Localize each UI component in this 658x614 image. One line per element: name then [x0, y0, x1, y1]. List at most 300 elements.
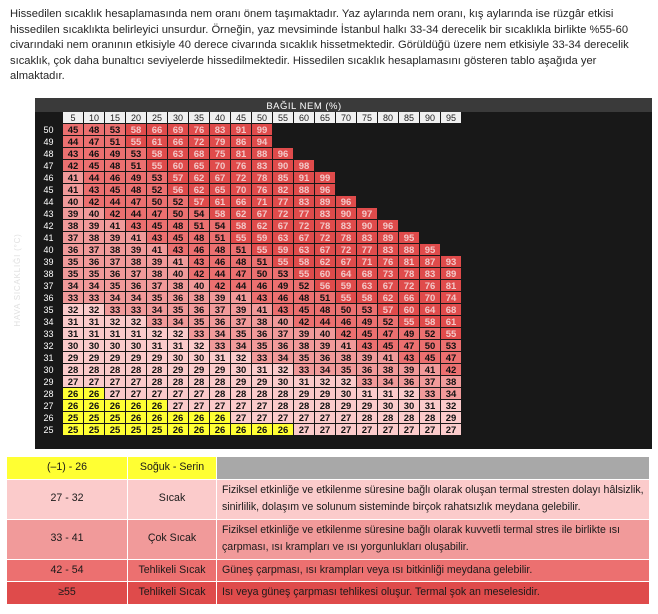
- heat-value: 29: [151, 353, 163, 364]
- heat-value: 35: [256, 341, 268, 352]
- temperature-label: 45: [43, 185, 54, 195]
- heat-value: 65: [193, 161, 205, 172]
- heat-value: 36: [403, 377, 415, 388]
- heat-value: 86: [235, 137, 247, 148]
- heat-value: 58: [130, 125, 142, 136]
- heat-value: 39: [298, 329, 310, 340]
- heat-value: 27: [235, 413, 247, 424]
- heat-value: 28: [151, 377, 163, 388]
- heat-value: 29: [340, 401, 352, 412]
- heat-value: 25: [151, 425, 163, 436]
- heat-value: 27: [235, 401, 247, 412]
- heat-value: 28: [403, 413, 415, 424]
- heat-value: 32: [193, 341, 205, 352]
- heat-value: 78: [403, 269, 415, 280]
- heat-value: 32: [130, 317, 142, 328]
- heat-value: 43: [88, 185, 100, 196]
- heat-value: 41: [382, 353, 394, 364]
- heat-value: 34: [109, 293, 121, 304]
- heat-value: 27: [256, 401, 268, 412]
- heat-value: 38: [382, 365, 394, 376]
- heat-value: 53: [277, 269, 289, 280]
- heat-value: 52: [382, 317, 394, 328]
- heat-value: 26: [172, 413, 184, 424]
- heat-value: 87: [424, 257, 436, 268]
- heat-value: 57: [193, 197, 205, 208]
- heat-value: 61: [445, 317, 457, 328]
- heat-value: 30: [277, 377, 289, 388]
- humidity-label: 60: [298, 113, 310, 123]
- heat-value: 55: [277, 257, 289, 268]
- legend-range: (–1) - 26: [7, 457, 128, 480]
- heat-value: 82: [277, 185, 289, 196]
- heat-value: 52: [298, 281, 310, 292]
- humidity-label: 50: [256, 113, 268, 123]
- heat-value: 55: [235, 233, 247, 244]
- heat-value: 62: [235, 209, 247, 220]
- heat-value: 42: [298, 317, 310, 328]
- temperature-label: 40: [43, 245, 54, 255]
- heat-value: 34: [382, 377, 394, 388]
- heat-value: 40: [193, 281, 205, 292]
- heat-value: 60: [172, 161, 184, 172]
- heat-value: 50: [256, 269, 268, 280]
- heat-value: 31: [88, 329, 100, 340]
- heat-value: 55: [445, 329, 457, 340]
- heat-value: 28: [319, 401, 331, 412]
- heat-value: 77: [277, 197, 289, 208]
- heat-value: 62: [256, 221, 268, 232]
- temperature-label: 32: [43, 341, 54, 351]
- heat-value: 30: [109, 341, 121, 352]
- heat-value: 26: [214, 413, 226, 424]
- heat-value: 54: [193, 209, 205, 220]
- legend-category: Soğuk - Serin: [128, 457, 217, 480]
- heat-value: 27: [109, 389, 121, 400]
- heat-value: 48: [319, 305, 331, 316]
- heat-value: 67: [298, 233, 310, 244]
- humidity-label: 5: [70, 113, 76, 123]
- legend-table: [6, 456, 650, 605]
- heat-value: 91: [235, 125, 247, 136]
- heat-value: 39: [319, 341, 331, 352]
- heat-value: 33: [193, 329, 205, 340]
- heat-value: 53: [151, 173, 163, 184]
- heat-value: 31: [172, 341, 184, 352]
- humidity-label: 45: [235, 113, 247, 123]
- heat-value: 81: [235, 149, 247, 160]
- heat-value: 27: [424, 425, 436, 436]
- heat-value: 36: [361, 365, 373, 376]
- heat-value: 39: [67, 209, 79, 220]
- heat-value: 35: [67, 269, 79, 280]
- heat-value: 35: [340, 365, 352, 376]
- heat-value: 51: [256, 257, 268, 268]
- heat-value: 29: [193, 365, 205, 376]
- heat-value: 72: [340, 245, 352, 256]
- legend-row: [7, 519, 650, 559]
- heat-value: 51: [130, 161, 142, 172]
- heat-value: 76: [424, 281, 436, 292]
- heat-value: 37: [109, 257, 121, 268]
- heat-value: 31: [256, 365, 268, 376]
- heat-value: 35: [151, 293, 163, 304]
- heat-value: 32: [445, 401, 457, 412]
- heat-value: 27: [340, 413, 352, 424]
- heat-value: 41: [67, 185, 79, 196]
- heat-value: 41: [109, 221, 121, 232]
- heat-value: 35: [88, 269, 100, 280]
- heat-value: 39: [361, 353, 373, 364]
- heat-value: 52: [172, 197, 184, 208]
- heat-value: 58: [214, 209, 226, 220]
- heat-value: 26: [193, 413, 205, 424]
- heat-value: 29: [361, 401, 373, 412]
- heat-value: 43: [361, 341, 373, 352]
- heat-value: 45: [361, 329, 373, 340]
- temperature-label: 39: [43, 257, 54, 267]
- heat-value: 43: [277, 305, 289, 316]
- heat-value: 55: [256, 245, 268, 256]
- heat-value: 31: [130, 329, 142, 340]
- heat-value: 95: [403, 233, 415, 244]
- heat-value: 29: [88, 353, 100, 364]
- heat-value: 37: [277, 329, 289, 340]
- heat-value: 46: [214, 257, 226, 268]
- heat-value: 25: [109, 413, 121, 424]
- heat-value: 43: [130, 221, 142, 232]
- heat-value: 73: [382, 269, 394, 280]
- heat-value: 34: [88, 281, 100, 292]
- heat-value: 28: [130, 365, 142, 376]
- heat-value: 48: [193, 233, 205, 244]
- heat-value: 33: [151, 317, 163, 328]
- heat-value: 27: [172, 401, 184, 412]
- temperature-label: 41: [43, 233, 54, 243]
- temperature-label: 47: [43, 161, 54, 171]
- heat-value: 49: [109, 149, 121, 160]
- temperature-label: 44: [43, 197, 54, 207]
- heat-value: 78: [256, 173, 268, 184]
- heat-value: 31: [424, 401, 436, 412]
- heat-value: 67: [319, 245, 331, 256]
- heat-value: 70: [424, 293, 436, 304]
- heat-value: 31: [298, 377, 310, 388]
- heat-value: 42: [67, 161, 79, 172]
- heat-value: 38: [172, 281, 184, 292]
- heat-value: 27: [109, 377, 121, 388]
- heat-value: 44: [88, 173, 100, 184]
- heat-value: 29: [109, 353, 121, 364]
- humidity-label: 25: [151, 113, 163, 123]
- heat-value: 36: [319, 353, 331, 364]
- heat-value: 34: [130, 293, 142, 304]
- heat-value: 71: [361, 257, 373, 268]
- heat-value: 45: [151, 221, 163, 232]
- heat-value: 83: [382, 245, 394, 256]
- heat-value: 26: [130, 401, 142, 412]
- heat-value: 26: [88, 389, 100, 400]
- heat-value: 27: [298, 425, 310, 436]
- heat-value: 32: [277, 365, 289, 376]
- heat-value: 27: [172, 389, 184, 400]
- heat-value: 51: [235, 245, 247, 256]
- heat-value: 67: [214, 173, 226, 184]
- heat-value: 79: [214, 137, 226, 148]
- heat-value: 48: [88, 125, 100, 136]
- heat-value: 36: [277, 341, 289, 352]
- heat-value: 47: [130, 197, 142, 208]
- heat-value: 67: [340, 257, 352, 268]
- heat-value: 43: [151, 233, 163, 244]
- heat-value: 29: [130, 353, 142, 364]
- heat-value: 28: [256, 389, 268, 400]
- heat-value: 32: [403, 389, 415, 400]
- heat-value: 54: [214, 221, 226, 232]
- heat-value: 27: [361, 425, 373, 436]
- heat-value: 40: [67, 197, 79, 208]
- heat-value: 34: [277, 353, 289, 364]
- heat-value: 31: [67, 317, 79, 328]
- heat-value: 56: [319, 281, 331, 292]
- heat-value: 47: [445, 353, 457, 364]
- heat-value: 49: [361, 317, 373, 328]
- temperature-label: 31: [43, 353, 54, 363]
- heat-value: 28: [277, 389, 289, 400]
- heat-value: 29: [298, 389, 310, 400]
- heat-value: 47: [88, 137, 100, 148]
- heat-value: 53: [130, 149, 142, 160]
- heat-value: 31: [151, 341, 163, 352]
- heat-value: 27: [403, 425, 415, 436]
- heat-value: 39: [214, 293, 226, 304]
- heat-value: 27: [214, 401, 226, 412]
- heat-value: 27: [88, 377, 100, 388]
- heat-value: 35: [109, 281, 121, 292]
- humidity-label: 95: [445, 113, 457, 123]
- heat-value: 40: [277, 317, 289, 328]
- heat-value: 48: [214, 245, 226, 256]
- heat-value: 78: [319, 221, 331, 232]
- heat-value: 27: [277, 413, 289, 424]
- heat-value: 33: [424, 389, 436, 400]
- heat-value: 83: [319, 209, 331, 220]
- heat-value: 48: [235, 257, 247, 268]
- heat-value: 50: [172, 209, 184, 220]
- heat-value: 59: [340, 281, 352, 292]
- heat-value: 40: [88, 209, 100, 220]
- heat-value: 83: [424, 269, 436, 280]
- temperature-label: 28: [43, 389, 54, 399]
- heat-value: 48: [130, 185, 142, 196]
- heat-value: 26: [151, 401, 163, 412]
- legend-category: Tehlikeli Sıcak: [128, 582, 217, 605]
- heat-value: 33: [214, 341, 226, 352]
- heat-value: 63: [298, 245, 310, 256]
- heat-value: 30: [340, 389, 352, 400]
- heat-value: 29: [235, 377, 247, 388]
- heat-value: 49: [403, 329, 415, 340]
- heat-value: 47: [235, 269, 247, 280]
- heat-value: 27: [298, 413, 310, 424]
- heat-value: 32: [340, 377, 352, 388]
- heat-value: 95: [424, 245, 436, 256]
- heat-value: 61: [151, 137, 163, 148]
- temperature-label: 46: [43, 173, 54, 183]
- heat-value: 52: [424, 329, 436, 340]
- heat-value: 58: [361, 293, 373, 304]
- heat-value: 37: [424, 377, 436, 388]
- heat-value: 58: [235, 221, 247, 232]
- heat-value: 45: [67, 125, 79, 136]
- heat-value: 47: [382, 329, 394, 340]
- heat-value: 51: [109, 137, 121, 148]
- heat-value: 35: [67, 257, 79, 268]
- heat-value: 29: [214, 365, 226, 376]
- heat-value: 28: [382, 413, 394, 424]
- heat-value: 32: [172, 329, 184, 340]
- heat-value: 34: [214, 329, 226, 340]
- heat-value: 69: [172, 125, 184, 136]
- heat-value: 68: [445, 305, 457, 316]
- heat-value: 45: [172, 233, 184, 244]
- humidity-label: 90: [424, 113, 436, 123]
- heat-value: 65: [214, 185, 226, 196]
- heat-value: 64: [340, 269, 352, 280]
- heat-value: 68: [361, 269, 373, 280]
- heat-value: 35: [172, 305, 184, 316]
- heat-value: 28: [298, 401, 310, 412]
- heat-value: 36: [130, 281, 142, 292]
- humidity-label: 85: [403, 113, 415, 123]
- heat-value: 96: [382, 221, 394, 232]
- heat-value: 28: [67, 365, 79, 376]
- legend-description: Fiziksel etkinliğe ve etkilenme süresine bağlı olarak kuvvetli termal stres ile birlikte ısı çarpması, ısı krampları ve ısı yorgunlukları oluşabilir.: [217, 519, 650, 559]
- heat-value: 75: [214, 149, 226, 160]
- heat-value: 30: [88, 341, 100, 352]
- legend-range: 42 - 54: [7, 559, 128, 582]
- heat-value: 55: [403, 317, 415, 328]
- temperature-label: 33: [43, 329, 54, 339]
- heat-value: 28: [109, 365, 121, 376]
- heat-value: 70: [214, 161, 226, 172]
- heat-value: 36: [172, 293, 184, 304]
- heat-value: 48: [298, 293, 310, 304]
- heat-value: 38: [445, 377, 457, 388]
- heat-value: 42: [109, 209, 121, 220]
- heat-value: 46: [340, 317, 352, 328]
- heat-value: 32: [88, 305, 100, 316]
- heat-value: 29: [319, 389, 331, 400]
- heat-value: 39: [151, 257, 163, 268]
- heat-value: 53: [361, 305, 373, 316]
- heat-value: 34: [445, 389, 457, 400]
- heat-value: 68: [193, 149, 205, 160]
- heat-value: 52: [151, 185, 163, 196]
- heat-value: 42: [214, 281, 226, 292]
- heat-value: 30: [130, 341, 142, 352]
- heat-value: 36: [193, 305, 205, 316]
- heat-value: 89: [319, 197, 331, 208]
- legend-row: [7, 457, 650, 480]
- heat-value: 38: [193, 293, 205, 304]
- heat-value: 43: [403, 353, 415, 364]
- heat-value: 49: [277, 281, 289, 292]
- heat-value: 37: [235, 317, 247, 328]
- humidity-axis-title: BAĞIL NEM (%): [266, 101, 342, 112]
- temperature-label: 27: [43, 401, 54, 411]
- heat-value: 46: [109, 173, 121, 184]
- heat-value: 76: [256, 185, 268, 196]
- heat-value: 31: [88, 317, 100, 328]
- heat-value: 29: [67, 353, 79, 364]
- temperature-label: 34: [43, 317, 54, 327]
- heat-value: 38: [340, 353, 352, 364]
- humidity-label: 70: [340, 113, 352, 123]
- heat-value: 37: [67, 233, 79, 244]
- heat-value: 62: [193, 173, 205, 184]
- heat-value: 25: [88, 413, 100, 424]
- heat-value: 34: [151, 305, 163, 316]
- heat-value: 59: [256, 233, 268, 244]
- heat-value: 44: [214, 269, 226, 280]
- heat-value: 46: [193, 245, 205, 256]
- heat-value: 42: [88, 197, 100, 208]
- heat-value: 27: [193, 389, 205, 400]
- heat-value: 31: [109, 329, 121, 340]
- heat-value: 26: [214, 425, 226, 436]
- heat-value: 78: [340, 233, 352, 244]
- heat-value: 27: [340, 425, 352, 436]
- heat-value: 55: [298, 269, 310, 280]
- heat-value: 33: [256, 353, 268, 364]
- heat-value: 38: [88, 233, 100, 244]
- humidity-label: 55: [277, 113, 289, 123]
- heat-value: 30: [382, 401, 394, 412]
- heat-value: 38: [151, 269, 163, 280]
- heat-value: 37: [151, 281, 163, 292]
- heat-value: 41: [130, 233, 142, 244]
- heat-value: 45: [109, 185, 121, 196]
- temperature-label: 26: [43, 413, 54, 423]
- heat-value: 58: [424, 317, 436, 328]
- heat-value: 38: [130, 257, 142, 268]
- heat-value: 41: [256, 305, 268, 316]
- heat-value: 37: [88, 245, 100, 256]
- heat-value: 40: [172, 269, 184, 280]
- temperature-label: 50: [43, 125, 54, 135]
- heat-value: 96: [319, 185, 331, 196]
- heat-value: 88: [298, 185, 310, 196]
- heat-value: 53: [109, 125, 121, 136]
- heat-value: 27: [151, 389, 163, 400]
- legend-description: Güneş çarpması, ısı krampları veya ısı bitkinliği meydana gelebilir.: [217, 559, 650, 582]
- heat-value: 50: [151, 197, 163, 208]
- heat-value: 43: [193, 257, 205, 268]
- heat-value: 31: [361, 389, 373, 400]
- humidity-label: 65: [319, 113, 331, 123]
- heat-value: 48: [172, 221, 184, 232]
- heat-value: 34: [319, 365, 331, 376]
- heat-value: 98: [298, 161, 310, 172]
- heat-value: 34: [235, 341, 247, 352]
- heat-value: 28: [235, 389, 247, 400]
- heat-value: 31: [67, 329, 79, 340]
- heat-value: 43: [256, 293, 268, 304]
- heat-value: 42: [340, 329, 352, 340]
- heat-value: 34: [172, 317, 184, 328]
- heat-value: 35: [298, 353, 310, 364]
